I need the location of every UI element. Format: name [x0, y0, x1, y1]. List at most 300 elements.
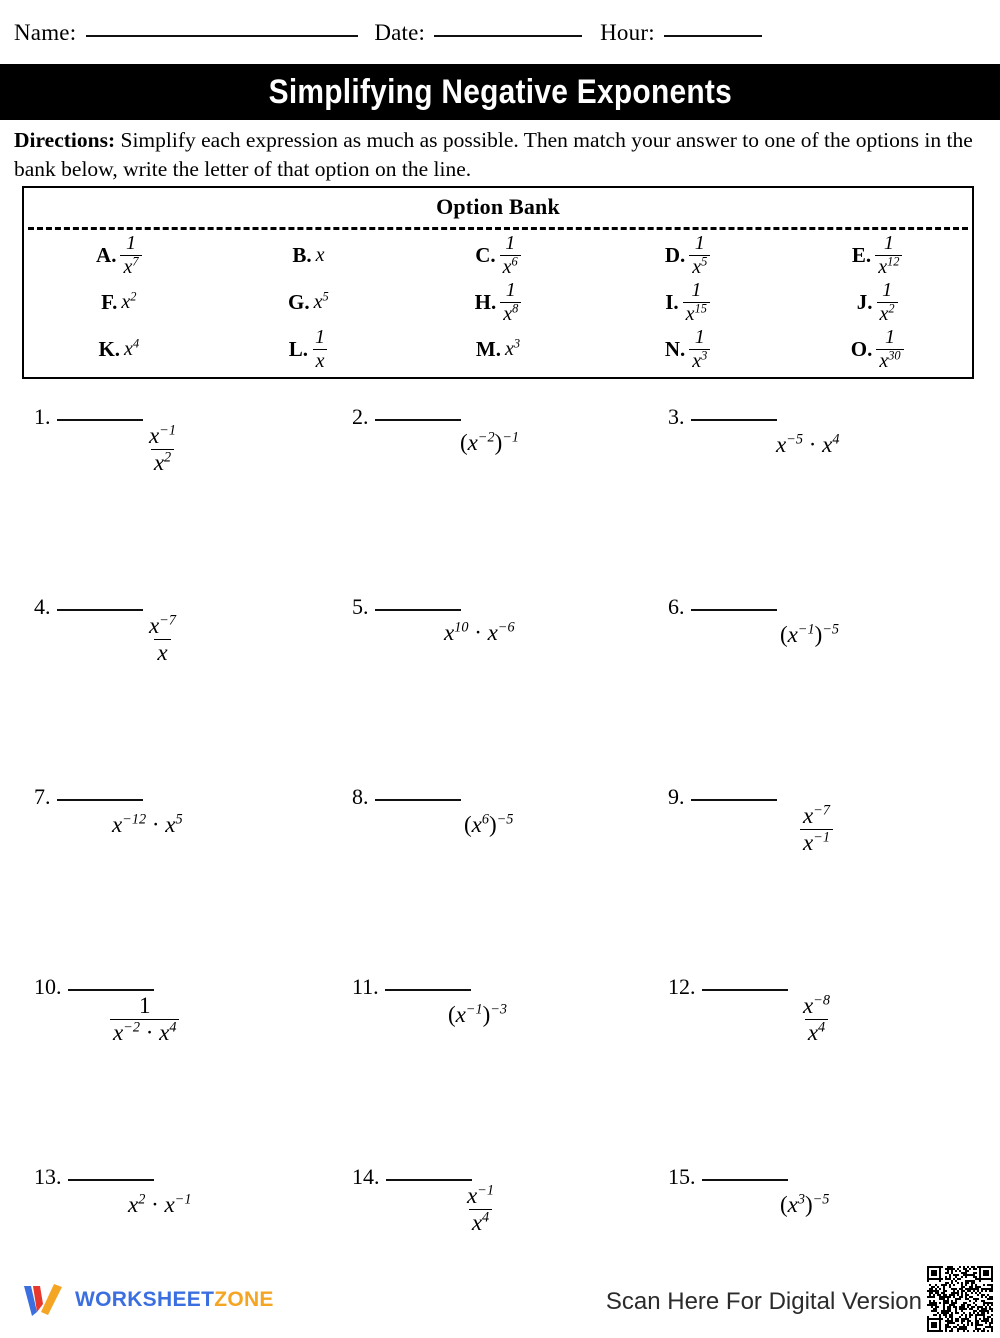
option-bank-item-o[interactable] [782, 326, 972, 373]
option-bank-item-f[interactable] [24, 279, 214, 326]
option-value [505, 338, 520, 361]
option-value [312, 327, 328, 372]
fraction-denominator [805, 1019, 828, 1045]
option-letter: N. [664, 337, 686, 361]
close-paren-with-exponent: )$^{-5}$ [814, 621, 840, 647]
exponent: 5 [701, 254, 708, 269]
exponent: 2 [164, 449, 172, 466]
problem-number: 14. [352, 1164, 380, 1189]
exponent: −7 [813, 802, 830, 819]
option-content [851, 327, 904, 372]
option-bank-item-e[interactable] [782, 232, 972, 279]
option-fraction [500, 280, 521, 325]
problem-number: 8. [352, 784, 369, 809]
option-value [876, 327, 903, 372]
option-value [120, 233, 141, 278]
logo-text-worksheet: WORKSHEET [75, 1288, 215, 1311]
name-label: Name: [14, 20, 77, 45]
option-letter: M. [475, 337, 501, 361]
numerator-power: $x^{-1}$ [149, 422, 176, 448]
exponent: −1 [813, 829, 830, 846]
numerator-power: $x^{-7}$ [149, 612, 176, 638]
expression-fraction [800, 804, 833, 855]
page-title: Simplifying Negative Exponents [268, 72, 732, 111]
option-fraction [500, 233, 521, 278]
problem-number: 5. [352, 594, 369, 619]
option-value [683, 280, 710, 325]
multiplication-dot: · [146, 812, 166, 837]
option-bank-title: Option Bank [436, 194, 560, 219]
product-expression [444, 620, 515, 646]
close-paren-with-exponent: )$^{-3}$ [482, 1001, 508, 1027]
fraction-numerator [800, 804, 833, 829]
problem-1 [34, 398, 354, 578]
problem-expression [146, 614, 179, 665]
fraction-numerator [464, 1184, 497, 1209]
problem-expression [780, 622, 839, 648]
answer-blank[interactable] [702, 989, 788, 991]
exponent: −1 [159, 422, 176, 439]
option-bank-item-k[interactable] [24, 326, 214, 373]
inner-power: $x^6$ [471, 811, 490, 837]
problem-number-and-blank [34, 594, 143, 620]
option-bank-item-h[interactable] [403, 279, 593, 326]
parenthesized-power-expression [780, 1192, 829, 1218]
problem-5 [352, 588, 672, 768]
option-letter: D. [664, 243, 686, 267]
option-power: x [315, 244, 325, 266]
problem-number-and-blank [352, 1164, 472, 1190]
fraction-denominator [500, 302, 521, 325]
exponent: 10 [454, 619, 469, 636]
problem-12 [668, 968, 988, 1148]
option-letter: A. [96, 243, 117, 267]
product-expression [112, 812, 183, 838]
exponent: 3 [797, 1191, 806, 1208]
exponent: 3 [513, 336, 521, 351]
exponent: 7 [132, 254, 139, 269]
name-input-blank[interactable] [86, 35, 358, 37]
outer-exponent: −3 [490, 1001, 508, 1018]
option-bank-item-m[interactable] [403, 326, 593, 373]
open-paren: ( [448, 1002, 456, 1027]
fraction-numerator [882, 327, 898, 349]
answer-blank[interactable] [57, 419, 143, 421]
option-fraction [683, 280, 710, 325]
option-letter: O. [850, 337, 873, 361]
problem-number-and-blank [352, 594, 461, 620]
option-value [875, 233, 902, 278]
option-content [665, 327, 711, 372]
exponent: −7 [159, 612, 176, 629]
option-bank-item-i[interactable] [593, 279, 783, 326]
fraction-denominator [876, 349, 903, 372]
denominator-power: $x^3$ [692, 348, 708, 372]
problem-number-and-blank [352, 974, 471, 1000]
option-value [689, 327, 710, 372]
factor-2: $x^4$ [159, 1019, 177, 1046]
worksheet-title-bar [0, 64, 1000, 120]
date-label: Date: [374, 20, 426, 45]
fraction-denominator [120, 255, 141, 278]
outer-exponent: −5 [812, 1191, 830, 1208]
exponent: 8 [512, 301, 519, 316]
multiplication-dot: · [139, 1020, 160, 1046]
exponent: 4 [482, 1209, 490, 1226]
numerator-power: $x^{-7}$ [803, 802, 830, 828]
fraction-denominator [469, 1209, 492, 1235]
option-bank-item-d[interactable] [593, 232, 783, 279]
option-fraction [689, 327, 710, 372]
option-value [314, 291, 329, 314]
option-bank-item-b[interactable] [214, 232, 404, 279]
page-footer [0, 1258, 1000, 1333]
fraction-denominator [800, 829, 833, 855]
option-bank-item-j[interactable] [782, 279, 972, 326]
hour-label: Hour: [600, 20, 655, 45]
expression-fraction [110, 994, 179, 1045]
denominator-power: $x^5$ [692, 254, 708, 278]
expression-fraction [146, 424, 179, 475]
option-letter: L. [288, 337, 309, 361]
option-fraction [312, 327, 328, 372]
expression-fraction [464, 1184, 497, 1235]
factor-2: $x^5$ [165, 811, 183, 837]
parenthesized-power-expression [460, 430, 519, 456]
close-paren-with-exponent: )$^{-5}$ [489, 811, 514, 837]
answer-blank[interactable] [375, 419, 461, 421]
numerator-value: 1 [138, 993, 151, 1018]
fraction-numerator [688, 280, 704, 302]
fraction-denominator [683, 302, 710, 325]
fraction-numerator [800, 994, 833, 1019]
problem-7 [34, 778, 354, 958]
problem-8 [352, 778, 672, 958]
problem-row [0, 968, 1000, 1158]
denominator-power: $x^6$ [502, 254, 518, 278]
problem-number: 11. [352, 974, 379, 999]
exponent: 2 [888, 301, 895, 316]
worksheet-zone-logo[interactable] [22, 1282, 274, 1318]
problem-number-and-blank [668, 404, 777, 430]
problem-expression [448, 1002, 507, 1028]
product-expression [776, 432, 839, 458]
denominator-power: $x^2$ [153, 449, 172, 476]
fraction-denominator [500, 255, 521, 278]
outer-exponent: −5 [496, 811, 514, 828]
problem-number-and-blank [668, 1164, 788, 1190]
problem-list [0, 398, 1000, 1278]
answer-blank[interactable] [68, 989, 154, 991]
inner-power: $x^{-1}$ [787, 621, 815, 647]
denominator-power: x [157, 640, 168, 666]
multiplication-dot: · [468, 620, 488, 645]
numerator-value: 1 [882, 279, 893, 301]
problem-number: 2. [352, 404, 369, 429]
problem-number: 13. [34, 1164, 62, 1189]
exponent: −8 [813, 992, 830, 1009]
option-value [124, 338, 139, 361]
option-bank-item-a[interactable] [24, 232, 214, 279]
problem-number: 15. [668, 1164, 696, 1189]
option-bank-grid [24, 232, 972, 373]
multiplication-dot: · [145, 1192, 165, 1217]
option-fraction [120, 233, 141, 278]
exponent: 30 [888, 348, 901, 363]
fraction-denominator [151, 449, 174, 475]
problem-expression [780, 1192, 829, 1218]
answer-blank[interactable] [68, 1179, 154, 1181]
qr-code-icon[interactable] [926, 1266, 994, 1332]
problem-row [0, 588, 1000, 778]
problem-expression [146, 424, 179, 475]
scan-prompt-text: Scan Here For Digital Version [605, 1288, 922, 1315]
numerator-value: 1 [883, 232, 894, 254]
answer-blank[interactable] [691, 419, 777, 421]
option-power: $x^2$ [121, 289, 137, 313]
problem-number-and-blank [34, 404, 143, 430]
denominator-power: $x^2$ [879, 301, 895, 325]
denominator-power: $x^7$ [123, 254, 139, 278]
option-bank-divider [28, 227, 968, 230]
fraction-numerator [136, 994, 154, 1019]
option-letter: I. [665, 290, 679, 314]
open-paren: ( [780, 622, 788, 647]
exponent: 4 [169, 1019, 177, 1036]
exponent: −1 [797, 621, 815, 638]
option-content [96, 233, 142, 278]
problem-expression [444, 620, 515, 646]
exponent: 3 [701, 348, 708, 363]
factor-2: $x^{-6}$ [487, 619, 515, 645]
answer-blank[interactable] [386, 1179, 472, 1181]
parenthesized-power-expression [464, 812, 513, 838]
problem-expression [800, 994, 833, 1045]
option-bank-item-l[interactable] [214, 326, 404, 373]
exponent: −1 [465, 1001, 483, 1018]
close-paren-with-exponent: )$^{-1}$ [494, 429, 520, 455]
exponent: 4 [832, 431, 840, 448]
fraction-numerator [503, 280, 519, 302]
option-fraction [875, 233, 902, 278]
factor-1: $x^2$ [128, 1191, 146, 1217]
numerator-value: 1 [505, 279, 516, 301]
numerator-value: 1 [694, 232, 705, 254]
close-paren-with-exponent: )$^{-5}$ [805, 1191, 830, 1217]
problem-4 [34, 588, 354, 768]
problem-2 [352, 398, 672, 578]
option-letter: G. [288, 290, 310, 314]
problem-number: 12. [668, 974, 696, 999]
logo-w-icon [22, 1282, 66, 1318]
answer-blank[interactable] [375, 609, 461, 611]
option-letter: B. [292, 243, 312, 267]
exponent: 6 [511, 254, 518, 269]
multiplication-dot: · [802, 432, 823, 457]
fraction-numerator [879, 280, 895, 302]
option-content [475, 280, 522, 325]
fraction-numerator [312, 327, 328, 349]
product-expression [128, 1192, 191, 1218]
answer-blank[interactable] [385, 989, 471, 991]
fraction-numerator [692, 233, 708, 255]
problem-10 [34, 968, 354, 1148]
problem-number-and-blank [34, 1164, 154, 1190]
fraction-numerator [146, 424, 179, 449]
inner-power: $x^{-1}$ [455, 1001, 483, 1027]
problem-expression [464, 1184, 497, 1235]
expression-fraction [800, 994, 833, 1045]
directions-block [14, 126, 974, 183]
exponent: 2 [138, 1191, 146, 1208]
option-power: $x^5$ [313, 289, 329, 313]
problem-11 [352, 968, 672, 1148]
exponent: −5 [786, 431, 803, 448]
denominator-power: $x^8$ [503, 301, 519, 325]
open-paren: ( [464, 812, 472, 837]
option-value [500, 233, 521, 278]
exponent: 5 [322, 289, 329, 304]
option-value [121, 291, 136, 314]
option-content [101, 290, 136, 315]
answer-blank[interactable] [691, 799, 777, 801]
problem-number: 3. [668, 404, 685, 429]
fraction-numerator [881, 233, 897, 255]
denominator-power: $x^4$ [471, 1209, 490, 1236]
problem-3 [668, 398, 988, 578]
exponent: 6 [481, 811, 490, 828]
problem-6 [668, 588, 988, 768]
fraction-denominator [877, 302, 898, 325]
factor-2: $x^{-1}$ [164, 1191, 192, 1217]
numerator-value: 1 [505, 232, 516, 254]
factor-1: $x^{10}$ [444, 619, 469, 645]
option-letter: F. [101, 290, 118, 314]
option-content [288, 290, 329, 315]
parenthesized-power-expression [780, 622, 839, 648]
option-fraction [877, 280, 898, 325]
option-content [476, 337, 520, 362]
numerator-value: 1 [315, 326, 326, 348]
exponent: −12 [122, 811, 147, 828]
product-expression [113, 1020, 176, 1045]
inner-power: $x^3$ [787, 1191, 806, 1217]
answer-blank[interactable] [691, 609, 777, 611]
logo-wordmark [75, 1288, 274, 1312]
answer-blank[interactable] [375, 799, 461, 801]
answer-blank[interactable] [57, 609, 143, 611]
option-content [292, 243, 324, 268]
fraction-denominator [154, 639, 170, 665]
numerator-value: 1 [691, 279, 702, 301]
fraction-denominator [689, 349, 710, 372]
problem-expression [460, 430, 519, 456]
option-content [289, 327, 328, 372]
problem-9 [668, 778, 988, 958]
problem-number: 4. [34, 594, 51, 619]
option-letter: H. [474, 290, 497, 314]
fraction-denominator [110, 1019, 179, 1045]
option-bank-item-c[interactable] [403, 232, 593, 279]
denominator-power: $x^4$ [807, 1019, 826, 1046]
exponent: 12 [887, 254, 900, 269]
answer-blank[interactable] [57, 799, 143, 801]
open-paren: ( [780, 1192, 788, 1217]
factor-1: $x^{-2}$ [113, 1019, 140, 1046]
option-content [98, 337, 139, 362]
option-power: $x^4$ [124, 336, 140, 360]
option-content [475, 233, 521, 278]
problem-number: 1. [34, 404, 51, 429]
exponent: 5 [175, 811, 183, 828]
problem-number: 6. [668, 594, 685, 619]
option-value [500, 280, 521, 325]
problem-number-and-blank [668, 594, 777, 620]
option-power: $x^3$ [504, 336, 521, 360]
numerator-power: $x^{-1}$ [467, 1182, 494, 1208]
option-letter: C. [475, 243, 496, 267]
directions-text: Simplify each expression as much as possible. Then match your answer to one of the options in the bank below, write the letter of that option on the line. [14, 128, 973, 181]
denominator-power: x [315, 350, 325, 372]
numerator-value: 1 [884, 326, 895, 348]
date-input-blank[interactable] [434, 35, 582, 37]
expression-fraction [146, 614, 179, 665]
problem-number-and-blank [352, 404, 461, 430]
factor-1: $x^{-5}$ [776, 431, 803, 457]
inner-power: $x^{-2}$ [467, 429, 495, 455]
option-bank-item-g[interactable] [214, 279, 404, 326]
option-bank-item-n[interactable] [593, 326, 783, 373]
outer-exponent: −1 [502, 429, 520, 446]
exponent: −6 [497, 619, 515, 636]
outer-exponent: −5 [822, 621, 840, 638]
fraction-denominator [875, 255, 902, 278]
problem-expression [776, 432, 839, 458]
hour-input-blank[interactable] [664, 35, 762, 37]
problem-row [0, 778, 1000, 968]
exponent: −2 [477, 429, 495, 446]
exponent: 4 [132, 336, 140, 351]
problem-number-and-blank [34, 784, 143, 810]
exponent: 4 [818, 1019, 826, 1036]
logo-text-zone: ZONE [214, 1288, 274, 1311]
fraction-numerator [692, 327, 708, 349]
fraction-numerator [502, 233, 518, 255]
exponent: −1 [174, 1191, 192, 1208]
problem-row [0, 398, 1000, 588]
problem-number: 10. [34, 974, 62, 999]
exponent: 15 [694, 301, 707, 316]
option-letter: J. [856, 290, 873, 314]
answer-blank[interactable] [702, 1179, 788, 1181]
denominator-power: $x^{30}$ [879, 348, 901, 372]
problem-number-and-blank [668, 974, 788, 1000]
fraction-denominator [313, 349, 328, 372]
option-bank [22, 186, 974, 379]
option-value [689, 233, 710, 278]
option-fraction [689, 233, 710, 278]
problem-number-and-blank [668, 784, 777, 810]
denominator-power: $x^{15}$ [685, 301, 707, 325]
option-content [665, 280, 710, 325]
problem-expression [128, 1192, 191, 1218]
problem-number: 9. [668, 784, 685, 809]
option-fraction [876, 327, 903, 372]
directions-label: Directions: [14, 128, 116, 152]
exponent: 2 [130, 289, 137, 304]
denominator-power: $x^{-1}$ [803, 829, 830, 856]
parenthesized-power-expression [448, 1002, 507, 1028]
